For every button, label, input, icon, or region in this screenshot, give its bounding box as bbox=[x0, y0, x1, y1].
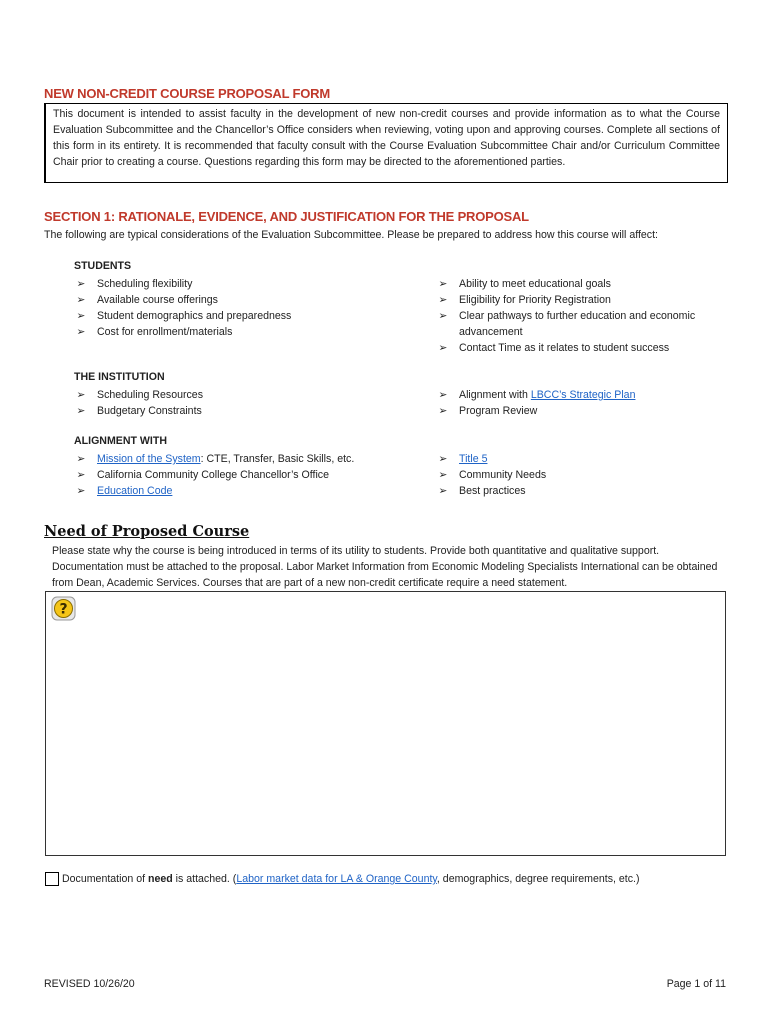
list-item: ➢ Mission of the System: CTE, Transfer, Basic Skills, etc. bbox=[74, 451, 414, 467]
institution-heading: THE INSTITUTION bbox=[74, 371, 165, 383]
list-item: ➢ Budgetary Constraints bbox=[74, 403, 414, 419]
need-answer-field[interactable] bbox=[45, 591, 726, 856]
form-title: NEW NON-CREDIT COURSE PROPOSAL FORM bbox=[44, 86, 330, 101]
arrow-bullet-icon: ➢ bbox=[76, 310, 86, 322]
arrow-bullet-icon: ➢ bbox=[438, 405, 448, 417]
arrow-bullet-icon: ➢ bbox=[438, 294, 448, 306]
students-list-right bbox=[436, 276, 696, 356]
list-item: ➢ Best practices bbox=[436, 483, 716, 499]
arrow-bullet-icon: ➢ bbox=[76, 389, 86, 401]
arrow-bullet-icon: ➢ bbox=[76, 405, 86, 417]
mission-link[interactable]: Mission of the System bbox=[97, 453, 201, 465]
section-1-title: SECTION 1: RATIONALE, EVIDENCE, AND JUSTIFICATION FOR THE PROPOSAL bbox=[44, 209, 529, 224]
list-item: ➢ Alignment with LBCC’s Strategic Plan bbox=[436, 387, 716, 403]
list-item: ➢ Eligibility for Priority Registration bbox=[436, 292, 696, 308]
arrow-bullet-icon: ➢ bbox=[438, 342, 448, 354]
question-mark-icon[interactable] bbox=[51, 596, 76, 621]
intro-text: This document is intended to assist faculty in the development of new non-credit courses and provide information as to what the Course Evaluation Subcommittee and the Chancellor’s Office considers when reviewing, voting upon and approving courses. Complete all sections of this form in its entirety. It is recommended that faculty consult with the Course Evaluation Subcommittee Chair and/or Curriculum Committee Chair prior to creating a course. Questions regarding this form may be directed to the aforementioned parties. bbox=[53, 108, 720, 168]
list-item: ➢ Student demographics and preparedness bbox=[74, 308, 414, 324]
arrow-bullet-icon: ➢ bbox=[438, 453, 448, 465]
students-list-left bbox=[74, 276, 414, 340]
list-item bbox=[436, 451, 716, 467]
list-item: ➢ Cost for enrollment/materials bbox=[74, 324, 414, 340]
alignment-heading: ALIGNMENT WITH bbox=[74, 435, 167, 447]
arrow-bullet-icon: ➢ bbox=[76, 326, 86, 338]
arrow-bullet-icon: ➢ bbox=[76, 485, 86, 497]
intro-box bbox=[44, 103, 728, 183]
documentation-statement: Documentation of need is attached. (Labor market data for LA & Orange County, demographics, degree requirements, etc.) bbox=[62, 873, 640, 885]
documentation-checkbox[interactable] bbox=[45, 872, 59, 886]
list-item: ➢ Scheduling flexibility bbox=[74, 276, 414, 292]
arrow-bullet-icon: ➢ bbox=[76, 278, 86, 290]
title-5-link[interactable]: Title 5 bbox=[459, 453, 488, 465]
list-item: ➢ Program Review bbox=[436, 403, 716, 419]
arrow-bullet-icon: ➢ bbox=[76, 453, 86, 465]
arrow-bullet-icon: ➢ bbox=[76, 294, 86, 306]
list-item bbox=[74, 483, 414, 499]
list-item: ➢ Clear pathways to further education and economic advancement bbox=[436, 308, 696, 340]
section-1-subtitle: The following are typical considerations of the Evaluation Subcommittee. Please be prepared to address how this course will affect: bbox=[44, 229, 658, 241]
alignment-list-left bbox=[74, 451, 414, 499]
arrow-bullet-icon: ➢ bbox=[438, 310, 448, 322]
labor-market-link[interactable]: Labor market data for LA & Orange County bbox=[236, 873, 437, 885]
list-item: ➢ Available course offerings bbox=[74, 292, 414, 308]
arrow-bullet-icon: ➢ bbox=[438, 389, 448, 401]
list-item: ➢ Ability to meet educational goals bbox=[436, 276, 696, 292]
alignment-list-right bbox=[436, 451, 716, 499]
revision-date: REVISED 10/26/20 bbox=[44, 978, 135, 990]
arrow-bullet-icon: ➢ bbox=[438, 485, 448, 497]
list-item: ➢ Scheduling Resources bbox=[74, 387, 414, 403]
arrow-bullet-icon: ➢ bbox=[438, 469, 448, 481]
institution-list-right bbox=[436, 387, 716, 419]
list-item: ➢ Contact Time as it relates to student success bbox=[436, 340, 696, 356]
need-title: Need of Proposed Course bbox=[44, 523, 250, 540]
need-description: Please state why the course is being introduced in terms of its utility to students. Provide both quantitative and qualitative support. Documentation must be attached to the proposal. Labor Market Information from Economic Modeling Specialists International can be obtained from Dean, Academic Services. Courses that are part of a new non-credit certificate require a need statement. bbox=[52, 545, 718, 589]
arrow-bullet-icon: ➢ bbox=[438, 278, 448, 290]
list-item: ➢ California Community College Chancellor’s Office bbox=[74, 467, 414, 483]
students-heading: STUDENTS bbox=[74, 260, 132, 272]
strategic-plan-link[interactable]: LBCC’s Strategic Plan bbox=[530, 389, 636, 401]
arrow-bullet-icon: ➢ bbox=[76, 469, 86, 481]
page-number: Page 1 of 11 bbox=[666, 978, 726, 990]
list-item: ➢ Community Needs bbox=[436, 467, 716, 483]
institution-list-left bbox=[74, 387, 414, 419]
svg-text:?: ? bbox=[59, 601, 68, 618]
education-code-link[interactable]: Education Code bbox=[97, 485, 173, 497]
